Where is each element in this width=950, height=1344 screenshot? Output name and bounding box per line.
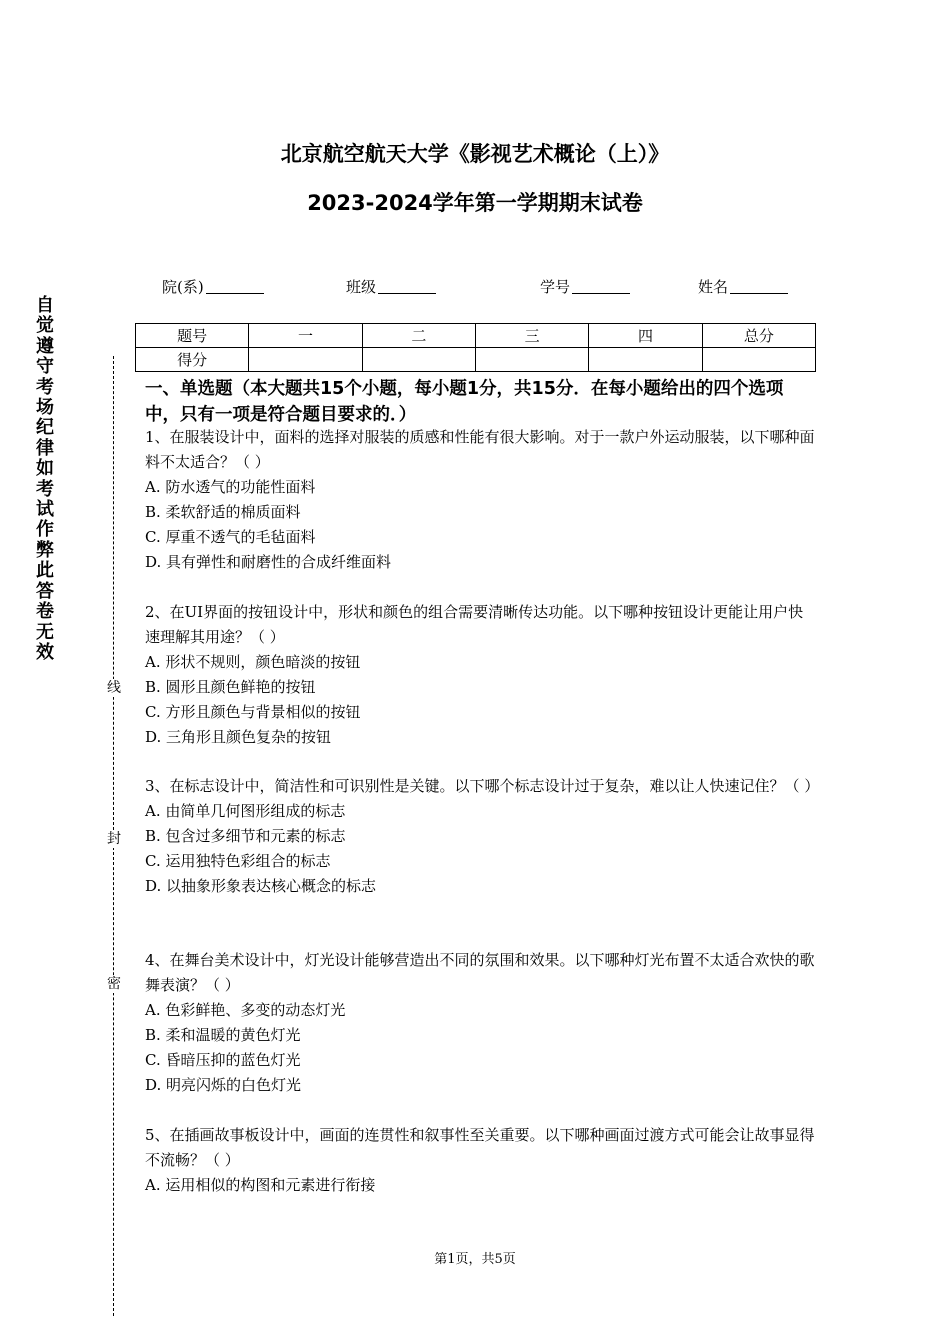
page-number: 第1页，共5页 [434, 1252, 516, 1267]
answer-option[interactable]: C. 运用独特色彩组合的标志 [145, 852, 331, 870]
binding-mark-line: 线 [107, 680, 121, 696]
score-table-cell: 一 [249, 324, 362, 348]
name-blank[interactable] [730, 277, 788, 294]
score-table-cell: 三 [475, 324, 588, 348]
exam-title-line1: 北京航空航天大学《影视艺术概论（上）》 [280, 142, 670, 166]
score-table-cell: 题号 [136, 324, 249, 348]
score-table-header-row [136, 324, 816, 348]
class-field[interactable] [346, 276, 436, 297]
department-label: 院(系) [162, 278, 204, 296]
score-input-cell[interactable] [249, 348, 362, 372]
binding-mark-seal: 封 [107, 831, 121, 847]
exam-title-line2: 2023-2024学年第一学期期末试卷 [307, 191, 643, 215]
score-input-cell[interactable] [589, 348, 702, 372]
question-stem: 3、在标志设计中，简洁性和可识别性是关键。以下哪个标志设计过于复杂，难以让人快速记住？（ ） [145, 777, 820, 795]
student-id-blank[interactable] [572, 277, 630, 294]
answer-option[interactable]: D. 以抽象形象表达核心概念的标志 [145, 877, 377, 895]
score-row-label: 得分 [136, 348, 249, 372]
score-table-cell: 二 [362, 324, 475, 348]
question-stem: 2、在UI界面的按钮设计中，形状和颜色的组合需要清晰传达功能。以下哪种按钮设计更能让用户快速理解其用途？（ ） [145, 603, 804, 646]
answer-option[interactable]: B. 柔软舒适的棉质面料 [145, 503, 301, 521]
answer-option[interactable]: D. 具有弹性和耐磨性的合成纤维面料 [145, 553, 392, 571]
answer-option[interactable]: A. 由简单几何图形组成的标志 [145, 802, 346, 820]
question-block [145, 948, 815, 1098]
class-blank[interactable] [378, 277, 436, 294]
score-table-cell: 总分 [702, 324, 815, 348]
question-block [145, 1123, 815, 1198]
score-input-cell[interactable] [475, 348, 588, 372]
score-input-cell[interactable] [362, 348, 475, 372]
name-label: 姓名 [698, 278, 729, 296]
binding-mark-secret: 密 [107, 976, 121, 992]
answer-option[interactable]: D. 明亮闪烁的白色灯光 [145, 1076, 302, 1094]
student-id-label: 学号 [540, 278, 571, 296]
answer-option[interactable]: A. 运用相似的构图和元素进行衔接 [145, 1176, 376, 1194]
score-table-score-row [136, 348, 816, 372]
question-block [145, 774, 820, 899]
score-table [135, 323, 816, 372]
student-info-row [0, 276, 950, 300]
answer-option[interactable]: A. 防水透气的功能性面料 [145, 478, 316, 496]
student-id-field[interactable] [540, 276, 630, 297]
answer-option[interactable]: C. 厚重不透气的毛毡面料 [145, 528, 316, 546]
answer-option[interactable]: A. 形状不规则，颜色暗淡的按钮 [145, 653, 361, 671]
question-stem: 1、在服装设计中，面料的选择对服装的质感和性能有很大影响。对于一款户外运动服装，以下哪种面料不太适合？（ ） [145, 428, 815, 471]
department-blank[interactable] [206, 277, 264, 294]
score-table-cell: 四 [589, 324, 702, 348]
exam-discipline-notice: 自觉遵守考场纪律如考试作弊此答卷无效 [36, 295, 54, 663]
question-stem: 5、在插画故事板设计中，画面的连贯性和叙事性至关重要。以下哪种画面过渡方式可能会让故事显得不流畅？（ ） [145, 1126, 815, 1169]
answer-option[interactable]: A. 色彩鲜艳、多变的动态灯光 [145, 1001, 346, 1019]
question-block [145, 425, 815, 575]
department-field[interactable] [162, 276, 264, 297]
section-heading: 一、单选题（本大题共15个小题，每小题1分，共15分．在每小题给出的四个选项中，只有一项是符合题目要求的．） [145, 379, 784, 425]
answer-option[interactable]: B. 圆形且颜色鲜艳的按钮 [145, 678, 316, 696]
answer-option[interactable]: C. 昏暗压抑的蓝色灯光 [145, 1051, 301, 1069]
answer-option[interactable]: B. 柔和温暖的黄色灯光 [145, 1026, 301, 1044]
question-block [145, 600, 815, 750]
name-field[interactable] [698, 276, 788, 297]
score-input-cell[interactable] [702, 348, 815, 372]
question-stem: 4、在舞台美术设计中，灯光设计能够营造出不同的氛围和效果。以下哪种灯光布置不太适合欢快的歌舞表演？（ ） [145, 951, 815, 994]
answer-option[interactable]: C. 方形且颜色与背景相似的按钮 [145, 703, 361, 721]
class-label: 班级 [346, 278, 377, 296]
answer-option[interactable]: D. 三角形且颜色复杂的按钮 [145, 728, 332, 746]
answer-option[interactable]: B. 包含过多细节和元素的标志 [145, 827, 346, 845]
